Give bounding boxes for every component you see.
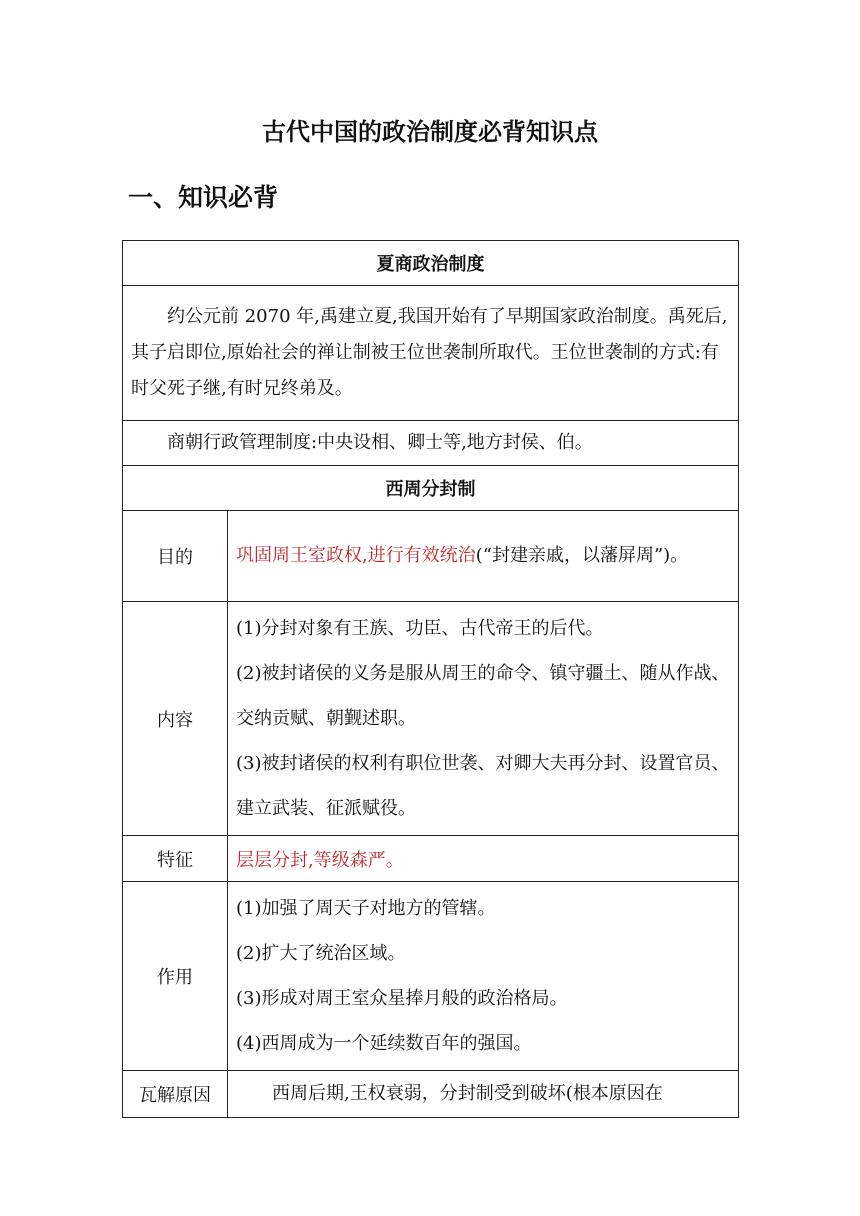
xiashang-paragraph2-row (123, 421, 739, 466)
purpose-rest: (“封建亲戚，以藩屏周”)。 (475, 545, 689, 566)
xiashang-paragraph1-row (123, 286, 739, 421)
content-item: (3)被封诸侯的权利有职位世袭、对卿大夫再分封、设置官员、建立武装、征派赋役。 (236, 753, 730, 819)
collapse-label: 瓦解原因 (123, 1071, 228, 1118)
purpose-highlight: 巩固周王室政权,进行有效统治 (236, 545, 476, 566)
xizhou-heading: 西周分封制 (123, 466, 739, 511)
purpose-content (228, 511, 739, 602)
content-label: 内容 (123, 602, 228, 836)
collapse-row (123, 1071, 739, 1118)
effect-item: (1)加强了周天子对地方的管辖。 (236, 898, 496, 919)
knowledge-table (122, 240, 739, 1118)
page-title: 古代中国的政治制度必背知识点 (262, 118, 598, 146)
section-heading: 一、知识必背 (128, 183, 279, 212)
effect-row (123, 882, 739, 1071)
effect-item: (4)西周成为一个延续数百年的强国。 (236, 1033, 532, 1054)
effect-item: (2)扩大了统治区域。 (236, 943, 406, 964)
xiashang-paragraph1: 约公元前 2070 年,禹建立夏,我国开始有了早期国家政治制度。禹死后,其子启即位,原始社会的禅让制被王位世袭制所取代。王位世袭制的方式:有时父死子继,有时兄终弟及。 (131, 306, 728, 399)
content-list (228, 602, 739, 836)
effect-label: 作用 (123, 882, 228, 1071)
xizhou-heading-row (123, 466, 739, 511)
xiashang-heading-row (123, 241, 739, 286)
purpose-row (123, 511, 739, 602)
feature-highlight: 层层分封,等级森严。 (236, 849, 404, 871)
feature-row (123, 836, 739, 882)
content-item: (1)分封对象有王族、功臣、古代帝王的后代。 (236, 618, 604, 639)
content-item: (2)被封诸侯的义务是服从周王的命令、镇守疆土、随从作战、交纳贡赋、朝觐述职。 (236, 663, 730, 729)
xiashang-paragraph2: 商朝行政管理制度:中央设相、卿士等,地方封侯、伯。 (167, 432, 593, 453)
content-row (123, 602, 739, 836)
effect-list (228, 882, 739, 1071)
purpose-label: 目的 (123, 511, 228, 602)
xiashang-heading: 夏商政治制度 (123, 241, 739, 286)
feature-label: 特征 (123, 836, 228, 882)
collapse-text: 西周后期,王权衰弱，分封制受到破坏(根本原因在 (272, 1083, 663, 1104)
effect-item: (3)形成对周王室众星捧月般的政治格局。 (236, 988, 568, 1009)
